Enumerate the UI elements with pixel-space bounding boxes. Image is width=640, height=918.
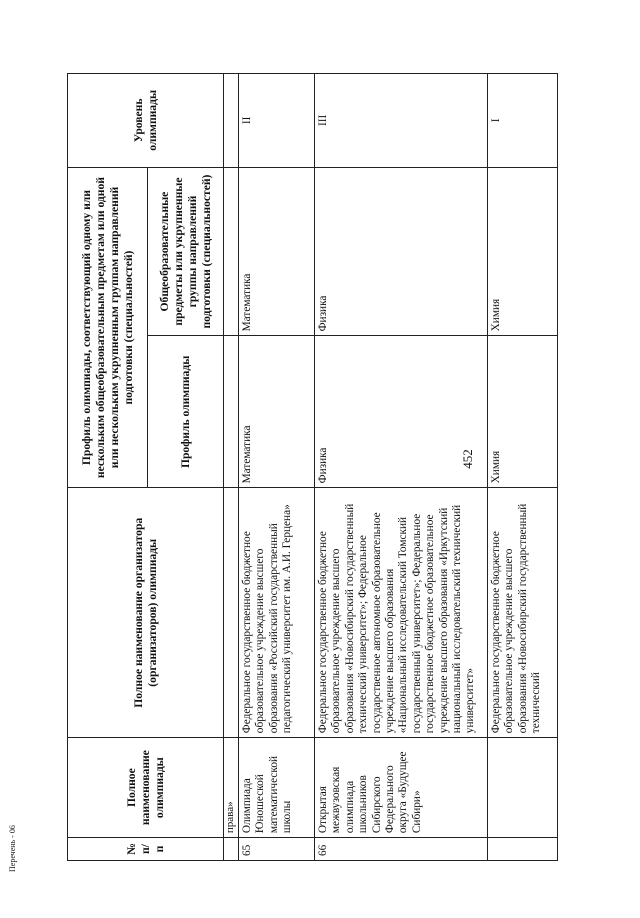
- row-num: [488, 838, 558, 861]
- header-profile-group: Профиль олимпиады, соответствующий одному или нескольким общеобразовательным предметам или одной или нескольким укрупненным группам направлений подготовки (специальностей): [68, 167, 148, 488]
- table-row: [488, 74, 558, 861]
- olympiad-table-frame: [67, 73, 620, 861]
- row-name: Олимпиада Юношеской математической школы: [239, 738, 315, 838]
- row-subject: Математика: [239, 167, 315, 336]
- row-subject: Химия: [488, 167, 558, 336]
- row-num: 66: [315, 838, 488, 861]
- row-name: Открытая межвузовская олимпиада школьников Сибирского Федерального округа «Будущее Сибири»: [315, 738, 488, 838]
- row-subject: Физика: [315, 167, 488, 336]
- row-level: II: [239, 74, 315, 168]
- table-row: [239, 74, 315, 861]
- row-num: 65: [239, 838, 315, 861]
- continuation-num: [224, 838, 239, 861]
- continuation-row: [224, 74, 239, 861]
- header-full-name: Полное наименование олимпиады: [68, 738, 224, 838]
- row-level: III: [315, 74, 488, 168]
- header-profile: Профиль олимпиады: [148, 336, 224, 488]
- continuation-text: права»: [224, 738, 239, 838]
- header-row: [68, 74, 148, 861]
- row-profile: Химия: [488, 336, 558, 488]
- header-num: № п/п: [68, 838, 224, 861]
- row-level: I: [488, 74, 558, 168]
- header-subjects: Общеобразовательные предметы или укрупненные группы направлений подготовки (специальностей): [148, 167, 224, 336]
- table-row: [315, 74, 488, 861]
- row-organizer: Федеральное государственное бюджетное образовательное учреждение высшего образования «Новосибирский государственный технический: [488, 488, 558, 738]
- page-number: 452: [460, 449, 475, 469]
- footer-label: Перечень - 06: [8, 825, 17, 872]
- olympiad-table: [67, 73, 558, 861]
- header-organizer: Полное наименование организатора (организаторов) олимпиады: [68, 488, 224, 738]
- row-name: [488, 738, 558, 838]
- row-profile: Математика: [239, 336, 315, 488]
- row-organizer: Федеральное государственное бюджетное образовательное учреждение высшего образования «Российский государственный педагогический университет им. А.И. Герцена»: [239, 488, 315, 738]
- row-profile: Физика: [315, 336, 488, 488]
- row-organizer: Федеральное государственное бюджетное образовательное учреждение высшего образования «Новосибирский государственный технический университет»; Федеральное государственное автономное образовательное учреждение высшего образования «Национальный исследовательский Томский государственный университет»; Федеральное государственное бюджетное образовательное учреждение высшего образования «Иркутский национальный исследовательский технический университет»: [315, 488, 488, 738]
- header-level: Уровень олимпиады: [68, 74, 224, 168]
